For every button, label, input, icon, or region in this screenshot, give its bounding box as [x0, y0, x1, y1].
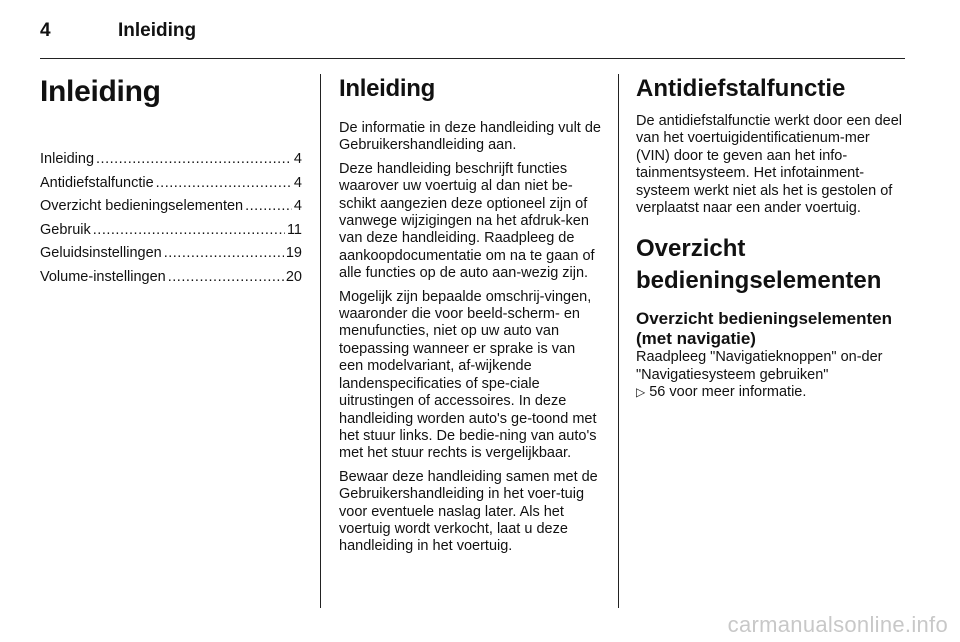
subsection-paragraph: Raadpleeg "Navigatieknoppen" on-der "Navigatiesysteem gebruiken": [636, 349, 883, 383]
section-title-intro: Inleiding: [339, 75, 435, 102]
toc-entry[interactable]: [40, 195, 302, 219]
toc-entry-label: Volume-instellingen: [40, 268, 166, 285]
toc-entry-label: Inleiding: [40, 151, 95, 167]
toc-entry-label: Overzicht bedieningselementen: [40, 198, 244, 214]
intro-paragraph: De informatie in deze handleiding vult de Gebruikershandleiding aan.: [339, 120, 601, 154]
toc-entry[interactable]: [40, 242, 302, 266]
table-of-contents: [40, 148, 302, 289]
toc-entry-page: 20: [285, 268, 302, 285]
intro-paragraph: Deze handleiding beschrijft functies waarover uw voertuig al dan niet be-schikt aangezien deze optioneel zijn of vanwege wijzigingen na het afdruk-ken van deze handleiding. Raadpleeg de aankoopdocumentatie om na te gaan of alle functies op de auto aan-wezig zijn.: [339, 160, 595, 282]
column-divider-left: [320, 74, 321, 608]
chapter-title: Inleiding: [40, 75, 161, 108]
intro-paragraph: Bewaar deze handleiding samen met de Gebruikershandleiding in het voer-tuig voor eventuele naslag later. Als het voertuig wordt verkocht, laat u deze handleiding in het voertuig.: [339, 468, 598, 555]
intro-paragraph: Mogelijk zijn bepaalde omschrij-vingen, waaronder die voor beeld-scherm- en menufuncties, niet op uw auto van toepassing wanneer er sprake is van een modelvariant, af-wijkende landenspecificaties of spe-ciale uitrustingen of accessoires. In deze handleiding worden auto's ge-toond met het stuur links. De bedie-ning van auto's met het stuur rechts is vergelijkbaar.: [339, 288, 597, 462]
toc-entry-page: 19: [285, 245, 302, 261]
intro-column: [339, 74, 603, 562]
toc-leader-dots: [168, 266, 284, 290]
toc-entry-page: 4: [293, 151, 302, 167]
toc-leader-dots: [93, 219, 285, 243]
page-number: 4: [40, 20, 51, 41]
toc-entry-page: 4: [293, 198, 302, 214]
toc-leader-dots: [156, 172, 292, 196]
toc-column: [40, 74, 302, 289]
header-rule: [40, 58, 905, 59]
section-title-controls-overview: Overzicht bedieningselementen: [636, 235, 882, 295]
reference-text: 56 voor meer informatie.: [649, 384, 807, 401]
toc-entry[interactable]: [40, 172, 302, 196]
toc-leader-dots: [164, 242, 284, 266]
toc-entry-page: 4: [293, 174, 302, 191]
page-reference[interactable]: [636, 384, 904, 401]
toc-entry[interactable]: [40, 219, 302, 243]
subsection-title-with-navigation: Overzicht bedieningselementen (met navigatie): [636, 309, 893, 349]
controls-column: [636, 74, 904, 402]
reference-arrow-icon: ▷: [636, 385, 646, 400]
section-title-antitheft: Antidiefstalfunctie: [636, 75, 846, 102]
toc-entry-label: Gebruik: [40, 221, 91, 238]
running-head: Inleiding: [118, 20, 197, 41]
toc-leader-dots: [245, 195, 292, 219]
watermark: carmanualsonline.info: [727, 612, 948, 637]
toc-entry[interactable]: [40, 148, 302, 172]
column-divider-right: [618, 74, 619, 608]
toc-entry[interactable]: [40, 266, 302, 290]
toc-entry-label: Geluidsinstellingen: [40, 245, 162, 261]
toc-entry-label: Antidiefstalfunctie: [40, 174, 154, 191]
toc-leader-dots: [96, 148, 292, 172]
toc-entry-page: 11: [286, 221, 302, 238]
antitheft-paragraph: De antidiefstalfunctie werkt door een deel van het voertuigidentificatienum-mer (VIN) door te geven aan het info-tainmentsysteem. Het infotainment-systeem werkt niet als het is gestolen of verplaatst naar een ander voertuig.: [636, 113, 902, 217]
